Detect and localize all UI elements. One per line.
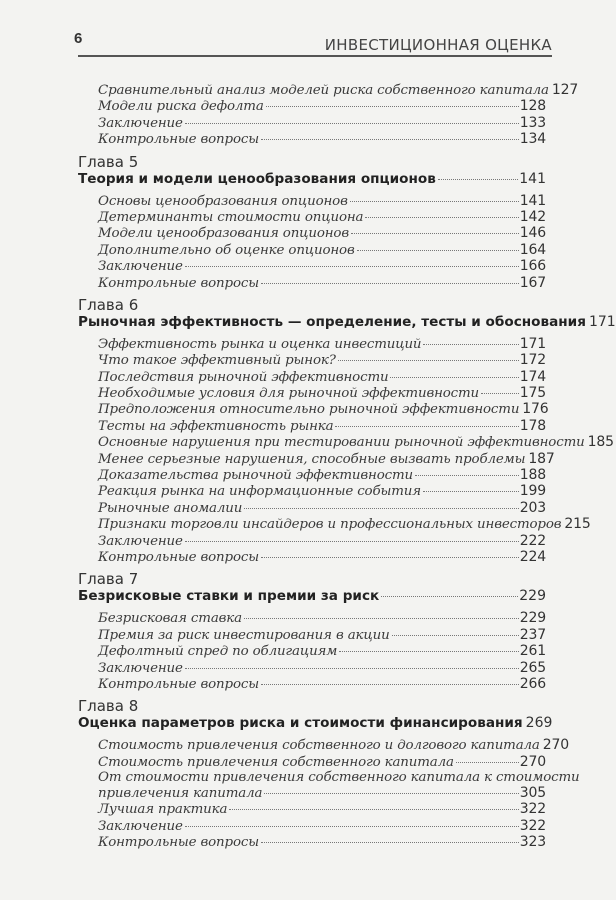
entry-title: Модели ценообразования опционов	[98, 226, 349, 242]
chapter-label: Глава 8	[78, 697, 139, 716]
chapter-title: Оценка параметров риска и стоимости финансирования	[78, 715, 523, 732]
dot-leader	[185, 266, 519, 267]
toc-entry[interactable]	[78, 737, 570, 754]
chapter-title: Безрисковые ставки и премии за риск	[78, 588, 380, 605]
entry-title: Последствия рыночной эффективности	[98, 369, 389, 385]
toc-entry[interactable]	[78, 770, 580, 802]
entry-title-cont: привлечения капитала	[98, 786, 263, 802]
chapter-page: 171	[588, 313, 616, 330]
entry-page: 203	[519, 499, 546, 516]
entry-page: 171	[519, 335, 546, 352]
toc-entry[interactable]	[78, 676, 546, 692]
toc-entry[interactable]	[78, 818, 546, 834]
entry-page: 224	[519, 548, 546, 565]
entry-title: Контрольные вопросы	[98, 676, 259, 692]
dot-leader	[264, 793, 518, 794]
toc-entry[interactable]	[78, 801, 546, 817]
toc-entry[interactable]	[78, 467, 546, 483]
dot-leader	[229, 809, 518, 810]
entry-title: Доказательства рыночной эффективности	[98, 468, 413, 484]
entry-title: Заключение	[98, 259, 183, 275]
entry-title: Дефолтный спред по облигациям	[98, 644, 338, 660]
entry-page: 270	[519, 753, 546, 770]
entry-title: Безрисковая ставка	[98, 611, 242, 627]
entry-page: 175	[519, 385, 546, 402]
entry-title: Сравнительный анализ моделей риска собственного капитала	[98, 83, 549, 98]
dot-leader	[423, 491, 519, 492]
entry-page: 323	[519, 833, 546, 850]
dot-leader	[456, 762, 519, 763]
chapter-label: Глава 6	[78, 295, 139, 314]
chapter-title-row[interactable]	[78, 588, 546, 610]
entry-title: Контрольные вопросы	[98, 132, 259, 148]
entry-title: Детерминанты стоимости опциона	[98, 209, 364, 225]
entry-page: 266	[519, 675, 546, 692]
toc-entry[interactable]	[78, 242, 546, 258]
entry-page: 128	[519, 98, 546, 115]
toc-entry[interactable]	[78, 610, 546, 626]
chapter-label: Глава 7	[78, 570, 139, 589]
entry-page: 222	[519, 532, 546, 549]
entry-title: Реакция рынка на информационные события	[98, 484, 421, 500]
entry-title: Необходимые условия для рыночной эффективности	[98, 386, 480, 402]
entry-page: 305	[519, 785, 546, 802]
dot-leader	[381, 596, 518, 597]
dot-leader	[185, 826, 519, 827]
toc-entry[interactable]	[78, 483, 546, 499]
chapter-title-row[interactable]	[78, 171, 546, 193]
toc-entry[interactable]	[78, 418, 546, 434]
entry-title: Рыночные аномалии	[98, 500, 243, 516]
entry-title: Заключение	[98, 660, 183, 676]
entry-page: 265	[519, 659, 546, 676]
entry-title: Контрольные вопросы	[98, 834, 259, 850]
entry-page: 172	[519, 352, 546, 369]
dot-leader	[438, 179, 518, 180]
toc-entry[interactable]	[78, 516, 591, 533]
entry-title: Стоимость привлечения собственного капитала	[98, 754, 454, 770]
dot-leader	[261, 557, 519, 558]
toc-entry[interactable]	[78, 627, 546, 643]
entry-page: 322	[519, 801, 546, 818]
dot-leader	[390, 377, 518, 378]
toc-entry[interactable]	[78, 131, 546, 147]
entry-page: 127	[551, 82, 579, 98]
dot-leader	[335, 426, 518, 427]
toc-entry[interactable]	[78, 82, 579, 98]
entry-page: 141	[519, 192, 546, 209]
toc-entry[interactable]	[78, 275, 546, 291]
entry-title: Признаки торговли инсайдеров и профессиональных инвесторов	[98, 517, 562, 533]
entry-title: Заключение	[98, 818, 183, 834]
toc-entry[interactable]	[78, 193, 546, 209]
chapter-title: Теория и модели ценообразования опционов	[78, 170, 436, 187]
chapter-page: 141	[519, 170, 546, 187]
entry-title: Дополнительно об оценке опционов	[98, 242, 355, 258]
dot-leader	[261, 283, 519, 284]
toc-entry[interactable]	[78, 500, 546, 516]
toc-entry[interactable]	[78, 401, 549, 418]
toc-entry[interactable]	[78, 369, 546, 385]
entry-page: 188	[519, 467, 546, 484]
entry-page: 215	[564, 516, 591, 533]
entry-page: 133	[519, 114, 546, 131]
entry-title: Стоимость привлечения собственного и долгового капитала	[98, 738, 540, 754]
toc-entry[interactable]	[78, 549, 546, 565]
entry-title: Контрольные вопросы	[98, 275, 259, 291]
entry-page: 199	[519, 483, 546, 500]
entry-title: Предположения относительно рыночной эффективности	[98, 402, 520, 418]
entry-title: Эффективность рынка и оценка инвестиций	[98, 336, 422, 352]
dot-leader	[185, 541, 519, 542]
chapter-label: Глава 5	[78, 152, 139, 171]
dot-leader	[185, 668, 519, 669]
entry-page: 270	[542, 737, 570, 754]
dot-leader	[261, 684, 519, 685]
dot-leader	[244, 618, 519, 619]
toc-entry[interactable]	[78, 450, 555, 467]
entry-title: Заключение	[98, 115, 183, 131]
toc-entry[interactable]	[78, 336, 546, 352]
toc-entry[interactable]	[78, 209, 546, 225]
entry-page: 322	[519, 817, 546, 834]
entry-page: 174	[519, 368, 546, 385]
dot-leader	[185, 123, 519, 124]
entry-title: Менее серьезные нарушения, способные вызвать проблемы	[98, 451, 526, 467]
dot-leader	[261, 139, 519, 140]
toc-entry[interactable]	[78, 434, 614, 451]
entry-title: Что такое эффективный рынок?	[98, 353, 336, 369]
entry-page: 166	[519, 258, 546, 275]
dot-leader	[261, 842, 519, 843]
toc-entry[interactable]	[78, 754, 546, 770]
entry-row	[98, 785, 546, 801]
entry-title: Контрольные вопросы	[98, 549, 259, 565]
toc-entry[interactable]	[78, 643, 546, 659]
entry-page: 237	[519, 626, 546, 643]
toc-entry[interactable]	[78, 660, 546, 676]
chapter-title: Рыночная эффективность — определение, тесты и обоснования	[78, 313, 586, 330]
dot-leader	[338, 360, 519, 361]
dot-leader	[392, 635, 519, 636]
entry-title: Основы ценообразования опционов	[98, 193, 348, 209]
entry-page: 187	[528, 450, 555, 467]
chapter-title-row[interactable]	[78, 715, 553, 737]
entry-page: 142	[519, 208, 546, 225]
entry-page: 176	[522, 401, 549, 418]
entry-title: Тесты на эффективность рынка	[98, 418, 334, 434]
entry-title: Премия за риск инвестирования в акции	[98, 627, 390, 643]
toc-entry[interactable]	[78, 258, 546, 274]
entry-title: От стоимости привлечения собственного капитала к стоимости	[98, 770, 580, 786]
dot-leader	[350, 201, 519, 202]
dot-leader	[415, 475, 519, 476]
entry-page: 167	[519, 274, 546, 291]
dot-leader	[351, 233, 519, 234]
toc-entry[interactable]	[78, 385, 546, 401]
dot-leader	[481, 393, 519, 394]
entry-title: Заключение	[98, 533, 183, 549]
entry-title: Лучшая практика	[98, 802, 228, 818]
chapter-page: 229	[519, 588, 546, 605]
toc-entry[interactable]	[78, 115, 546, 131]
entry-page: 134	[519, 131, 546, 148]
entry-page: 229	[519, 610, 546, 627]
dot-leader	[365, 217, 518, 218]
dot-leader	[244, 508, 519, 509]
chapter-page: 269	[525, 715, 553, 732]
toc-entry[interactable]	[78, 352, 546, 368]
table-of-contents	[78, 82, 616, 850]
dot-leader	[357, 250, 519, 251]
toc-entry[interactable]	[78, 225, 546, 241]
entry-page: 178	[519, 417, 546, 434]
entry-page: 185	[587, 434, 614, 451]
dot-leader	[266, 106, 519, 107]
entry-page: 164	[519, 241, 546, 258]
header-rule	[78, 55, 552, 57]
entry-page: 146	[519, 225, 546, 242]
dot-leader	[339, 651, 519, 652]
entry-page: 261	[519, 643, 546, 660]
toc-entry[interactable]	[78, 533, 546, 549]
chapter-title-row[interactable]	[78, 313, 616, 336]
dot-leader	[423, 344, 518, 345]
running-title: ИНВЕСТИЦИОННАЯ ОЦЕНКА	[324, 36, 552, 54]
page-number: 6	[74, 30, 83, 47]
toc-entry[interactable]	[78, 98, 546, 114]
entry-title: Основные нарушения при тестировании рыночной эффективности	[98, 435, 585, 451]
entry-title: Модели риска дефолта	[98, 99, 264, 115]
toc-entry[interactable]	[78, 834, 546, 850]
